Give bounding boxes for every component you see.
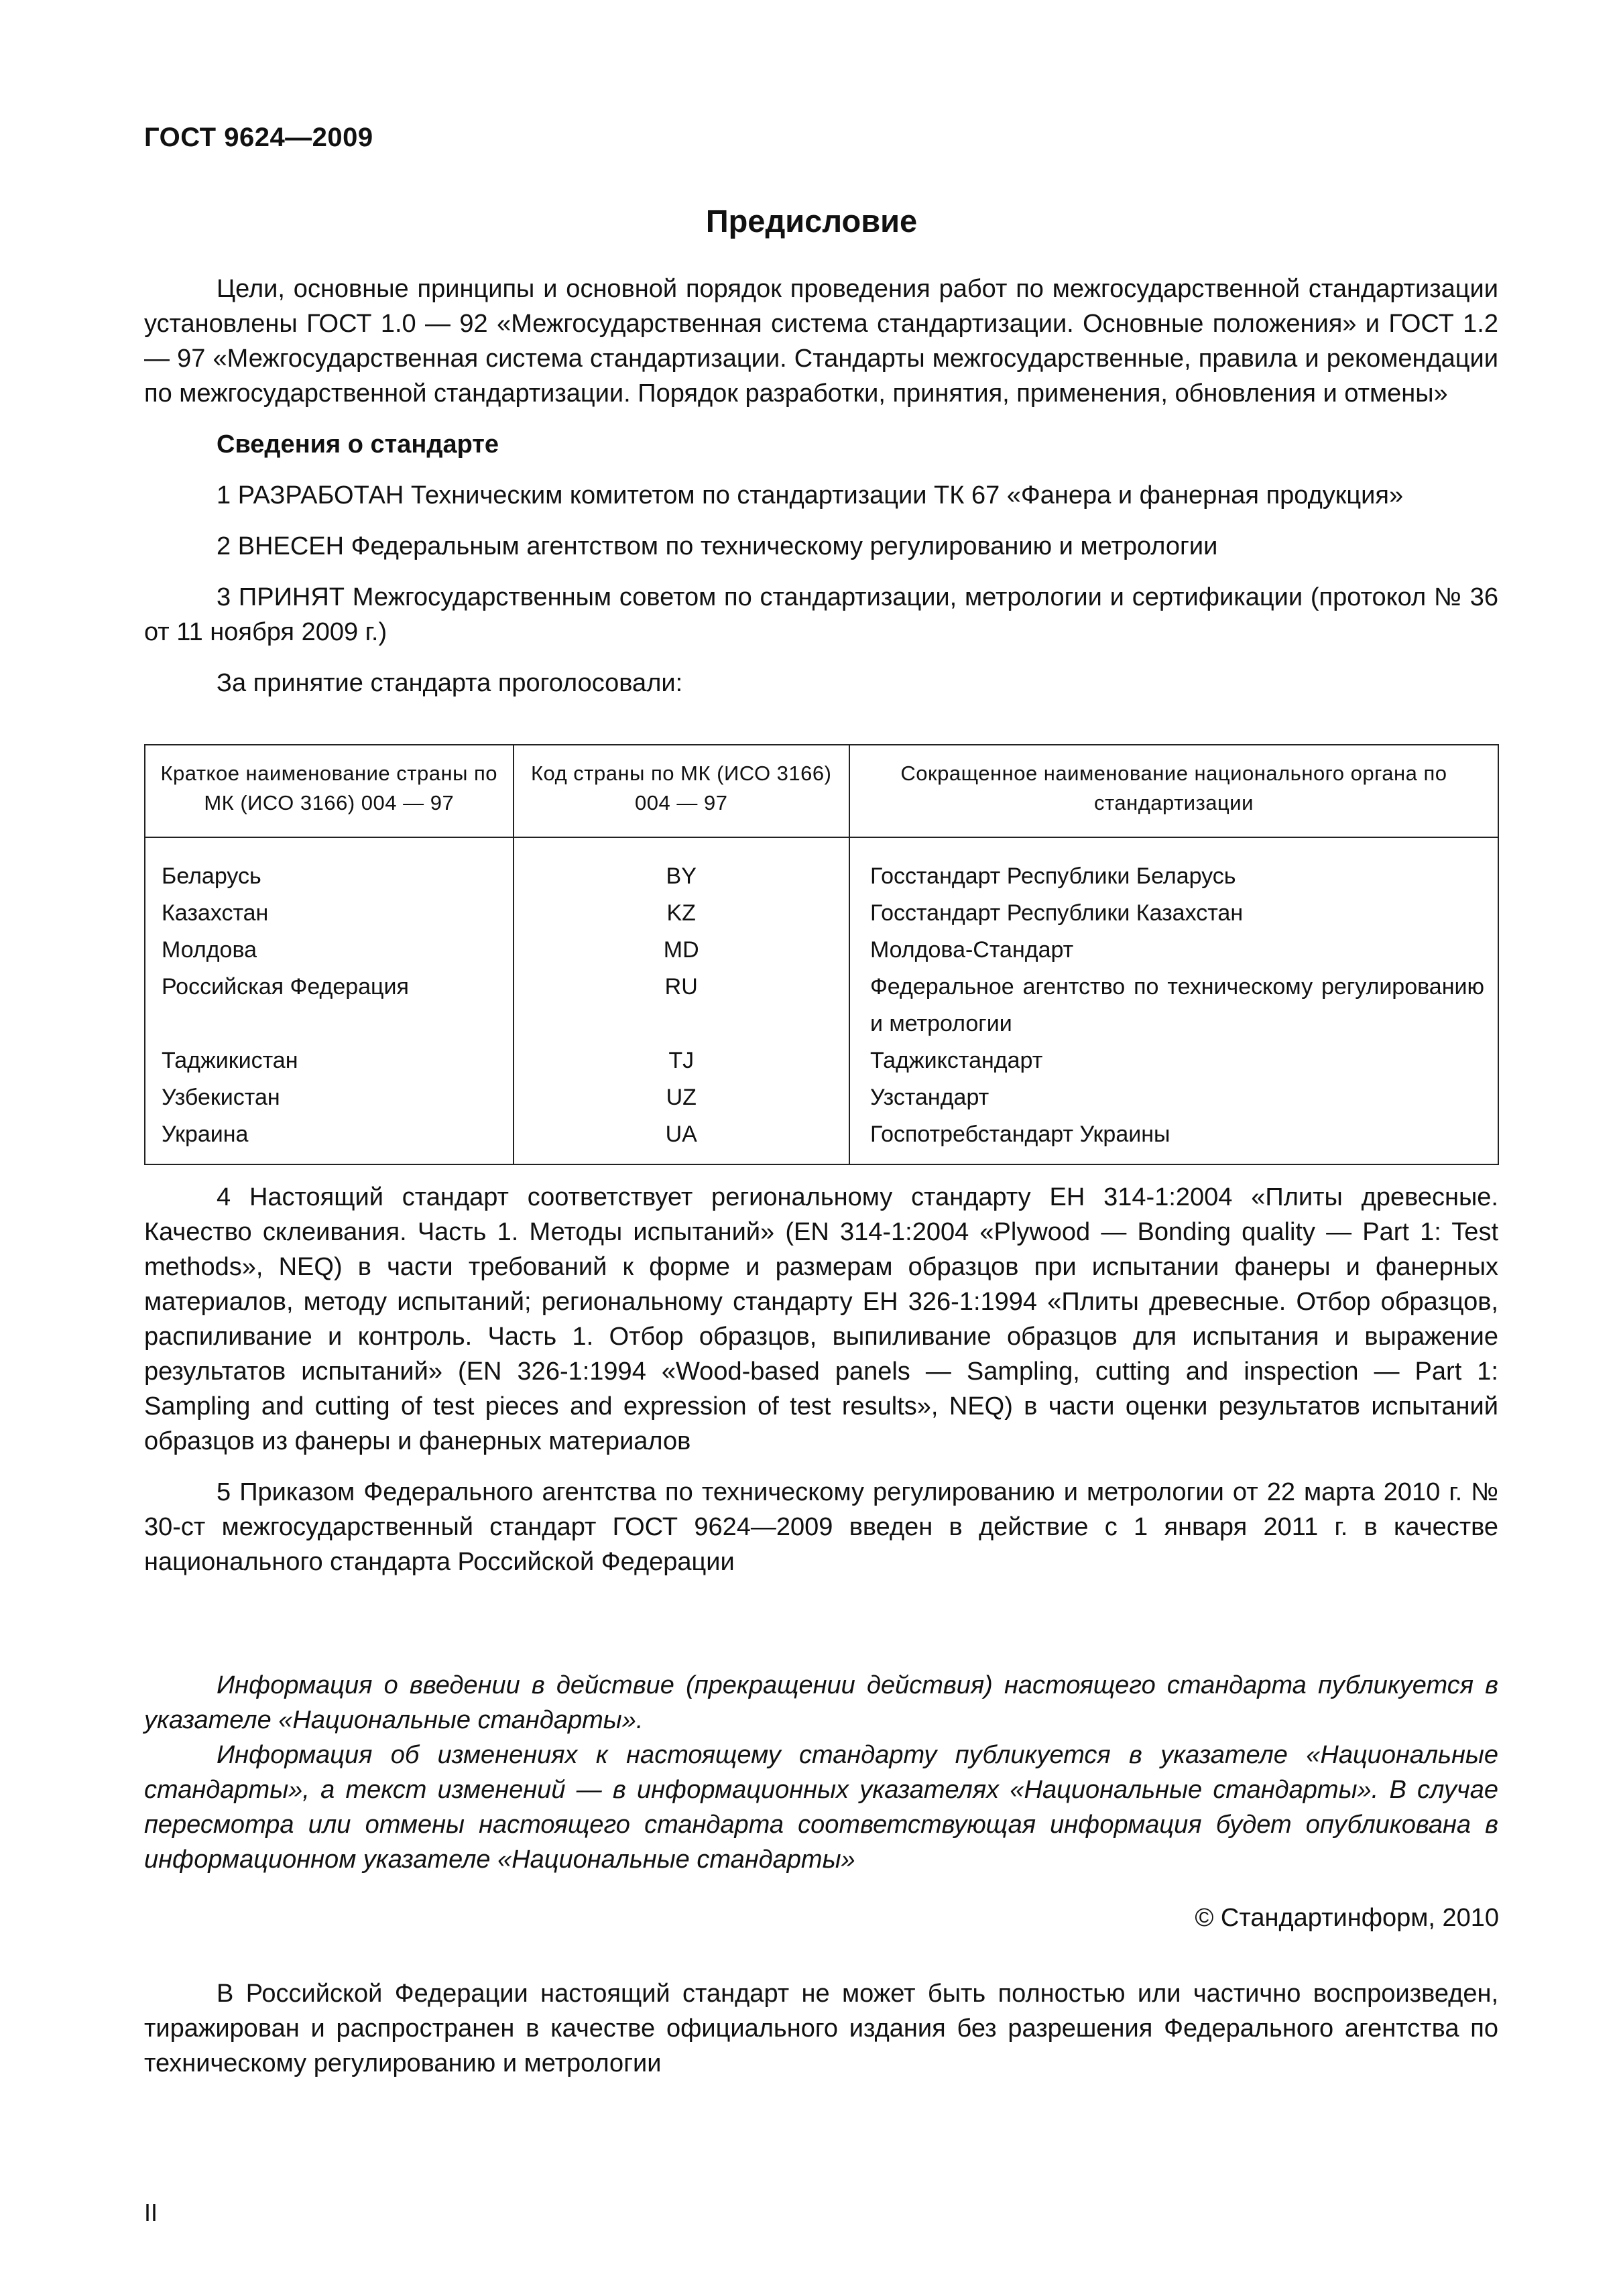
document-id: ГОСТ 9624—2009 [144, 123, 373, 152]
country-cell: Украина [162, 1122, 249, 1147]
country-column [145, 837, 514, 1164]
code-cell: BY [666, 863, 697, 889]
code-column [514, 837, 849, 1164]
code-cell: TJ [668, 1048, 695, 1073]
page-number: II [144, 2199, 158, 2226]
header-code: Код страны по МК (ИСО 3166) 004 — 97 [514, 745, 849, 837]
table-body-row [145, 837, 1498, 1164]
org-cell: Узстандарт [869, 1085, 989, 1110]
info-item-3: 3 ПРИНЯТ Межгосударственным советом по стандартизации, метрологии и сертификации (протокол № 36 от 11 ноября 2009 г.) [144, 583, 1498, 646]
copyright-line: © Стандартинформ, 2010 [1195, 1904, 1499, 1932]
page-title: Предисловие [705, 203, 918, 239]
org-cell: Госпотребстандарт Украины [869, 1122, 1170, 1147]
info-item-2: 2 ВНЕСЕН Федеральным агентством по техническому регулированию и метрологии [217, 532, 1218, 560]
org-cell: Госстандарт Республики Казахстан [869, 900, 1244, 926]
intro-paragraph: Цели, основные принципы и основной порядок проведения работ по межгосударственной стандартизации установлены ГОСТ 1.0 — 92 «Межгосударственная система стандартизации. Основные положения» и ГОСТ 1.2 — 97 «Межгосударственная система стандартизации. Стандарты межгосударственные, правила и рекомендации по межгосударственной стандартизации. Порядок разработки, принятия, применения, обновления и отмены» [144, 275, 1498, 408]
org-cell: Федеральное агентство по техническому регулированию и метрологии [869, 974, 1484, 1036]
org-cell: Молдова-Стандарт [869, 937, 1074, 963]
header-org: Сокращенное наименование национального органа по стандартизации [849, 745, 1498, 837]
country-cell: Молдова [162, 937, 257, 963]
intro-section [144, 271, 1498, 701]
reproduction-paragraph: В Российской Федерации настоящий стандарт не может быть полностью или частично воспроизведен, тиражирован и распространен в качестве официального издания без разрешения Федерального агентства по техническому регулированию и метрологии [144, 1980, 1498, 2077]
code-cell: RU [664, 974, 698, 1000]
info-heading: Сведения о стандарте [217, 430, 499, 459]
reproduction-notice [144, 1976, 1498, 2081]
voted-label: За принятие стандарта проголосовали: [217, 669, 683, 697]
code-cell: MD [663, 937, 699, 963]
country-cell: Российская Федерация [162, 974, 409, 1000]
code-cell: KZ [666, 900, 696, 926]
code-cell: UA [665, 1122, 697, 1147]
country-cell: Казахстан [162, 900, 269, 926]
info-item-1: 1 РАЗРАБОТАН Техническим комитетом по стандартизации ТК 67 «Фанера и фанерная продукция» [217, 481, 1404, 509]
notice-section [144, 1668, 1498, 1877]
org-cell: Таджикстандарт [869, 1048, 1043, 1073]
voting-table [144, 744, 1499, 1165]
country-cell: Таджикистан [162, 1048, 298, 1073]
code-cell: UZ [666, 1085, 697, 1110]
header-country: Краткое наименование страны по МК (ИСО 3166) 004 — 97 [145, 745, 514, 837]
item-5-paragraph: 5 Приказом Федерального агентства по техническому регулированию и метрологии от 22 марта 2010 г. № 30-ст межгосударственный стандарт ГОСТ 9624—2009 введен в действие с 1 января 2011 г. в качестве национального стандарта Российской Федерации [144, 1478, 1498, 1576]
notice-paragraph-2: Информация об изменениях к настоящему стандарту публикуется в указателе «Национальные стандарты», а текст изменений — в информационных указателях «Национальные стандарты». В случае пересмотра или отмены настоящего стандарта соответствующая информация будет опубликована в информационном указателе «Национальные стандарты» [144, 1741, 1498, 1874]
items-section [144, 1180, 1498, 1579]
item-4-paragraph: 4 Настоящий стандарт соответствует региональному стандарту ЕН 314-1:2004 «Плиты древесные. Качество склеивания. Часть 1. Методы испытаний» (EN 314-1:2004 «Plywood — Bonding quality — Part 1: Test methods», NEQ) в части требований к форме и размерам образцов при испытании фанеры и фанерных материалов, методу испытаний; региональному стандарту ЕН 326-1:1994 «Плиты древесные. Отбор образцов, распиливание и контроль. Часть 1. Отбор образцов, выпиливание образцов для испытания и выражение результатов испытаний» (EN 326-1:1994 «Wood-based panels — Sampling, cutting and inspection — Part 1: Sampling and cutting of test pieces and expression of test results», NEQ) в части оценки результатов испытаний образцов из фанеры и фанерных материалов [144, 1183, 1498, 1455]
org-column [849, 837, 1498, 1164]
country-cell: Узбекистан [162, 1085, 280, 1110]
country-cell: Беларусь [162, 863, 261, 889]
notice-paragraph-1: Информация о введении в действие (прекращении действия) настоящего стандарта публикуется в указателе «Национальные стандарты». [144, 1671, 1498, 1734]
org-cell: Госстандарт Республики Беларусь [869, 863, 1236, 889]
table-header-row [145, 745, 1498, 837]
